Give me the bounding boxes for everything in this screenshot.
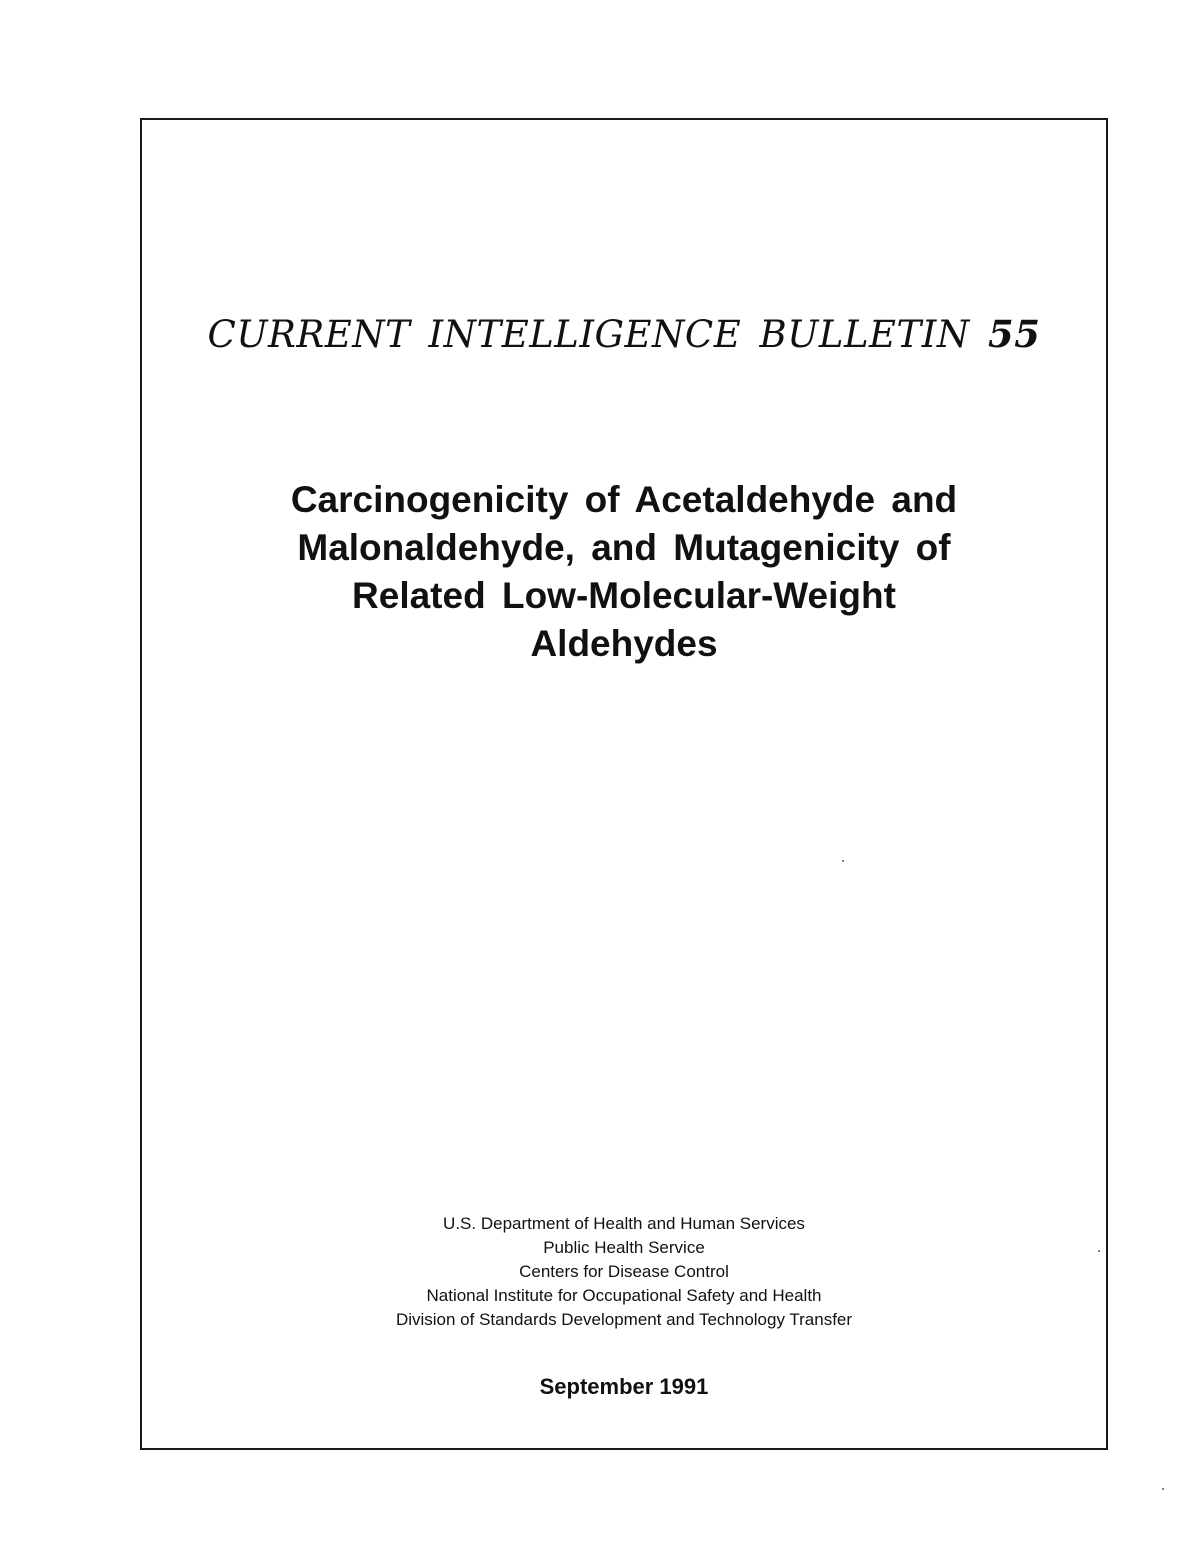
document-title (142, 476, 1106, 668)
title-line: Aldehydes (530, 623, 718, 664)
agency-line: Public Health Service (543, 1238, 705, 1257)
agency-block (142, 1212, 1106, 1332)
scan-speck (1162, 1488, 1164, 1490)
agency-line: U.S. Department of Health and Human Services (443, 1214, 805, 1233)
bulletin-series-title (142, 312, 1106, 356)
agency-line: Centers for Disease Control (519, 1262, 729, 1281)
agency-line: Division of Standards Development and Technology Transfer (395, 1310, 853, 1329)
scan-speck (842, 860, 844, 862)
title-line: Malonaldehyde, and Mutagenicity of (297, 527, 951, 568)
title-line: Carcinogenicity of Acetaldehyde and (290, 479, 958, 520)
cover-frame (140, 118, 1108, 1450)
series-title-text: CURRENT INTELLIGENCE BULLETIN (207, 313, 970, 356)
title-line: Related Low-Molecular-Weight (352, 575, 896, 616)
series-number: 55 (987, 312, 1041, 356)
agency-line: National Institute for Occupational Safety and Health (426, 1286, 822, 1305)
publication-date: September 1991 (539, 1374, 709, 1399)
scan-speck (1098, 1250, 1100, 1252)
